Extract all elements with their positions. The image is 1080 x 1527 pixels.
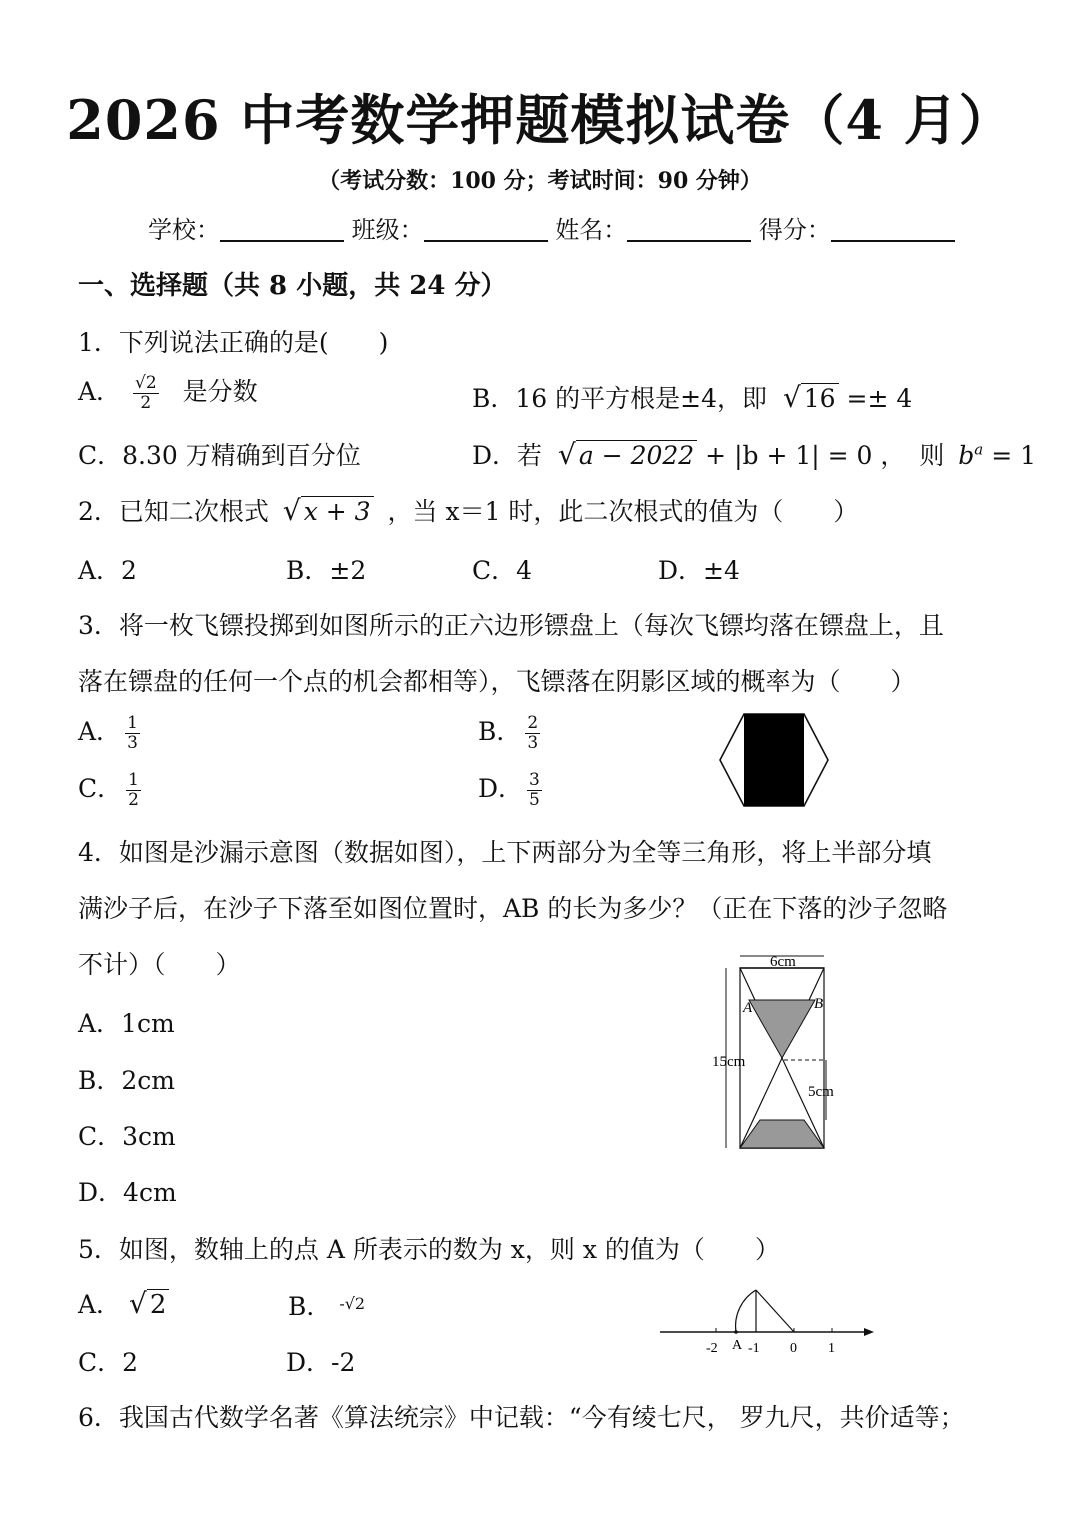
- shaded-rectangle: [744, 714, 804, 806]
- q1-option-c: C．8.30 万精确到百分位: [78, 441, 361, 470]
- q4-option-b: B．2cm: [78, 1066, 175, 1095]
- field-score-label: 得分：: [758, 216, 831, 244]
- q3-option-d: [478, 769, 546, 810]
- q2-option-b: B．±2: [286, 556, 367, 585]
- lower-sand: [740, 1120, 824, 1148]
- q4-option-d: D．4cm: [78, 1178, 177, 1207]
- label-5cm: 5cm: [808, 1084, 834, 1100]
- field-class-blank[interactable]: [424, 218, 548, 242]
- field-name-label: 姓名：: [555, 216, 628, 244]
- q6-line1: 6．我国古代数学名著《算法统宗》中记载：“今有绫七尺， 罗九尺，共价适等；: [78, 1403, 965, 1432]
- q3-b-fraction: [525, 714, 540, 753]
- label-zero: 0: [790, 1341, 797, 1356]
- label-minus-2: -2: [706, 1341, 718, 1356]
- number-line-figure: [656, 1282, 880, 1362]
- field-school-label: 学校：: [148, 216, 220, 244]
- q5-stem: 5．如图，数轴上的点 A 所表示的数为 x，则 x 的值为（ ）: [78, 1235, 780, 1264]
- q2-option-a: A．2: [78, 556, 137, 585]
- label-15cm: 15cm: [712, 1054, 746, 1070]
- q3-d-label: D．: [478, 774, 524, 803]
- label-6cm: 6cm: [770, 954, 796, 970]
- q5-b-label: B．: [288, 1292, 332, 1321]
- label-one: 1: [828, 1341, 835, 1356]
- label-point-a: A: [743, 1000, 753, 1016]
- field-name-blank[interactable]: [627, 218, 751, 242]
- q1-a-fraction: [133, 374, 159, 413]
- q1-a-denominator: 2: [140, 393, 152, 413]
- q5-option-c: C．2: [78, 1348, 139, 1377]
- q4-option-c: C．3cm: [78, 1122, 176, 1151]
- q3-a-label: A．: [78, 717, 122, 746]
- q3-b-num: 2: [527, 713, 539, 733]
- section-heading: 一、选择题（共 8 小题，共 24 分）: [78, 271, 507, 301]
- q5-option-a: A． √ 2: [78, 1285, 169, 1321]
- q2-stem-a: 2．已知二次根式: [78, 497, 269, 526]
- label-minus-1: -1: [748, 1341, 760, 1356]
- hourglass-figure: [712, 948, 852, 1158]
- q3-c-fraction: [126, 771, 141, 810]
- q2-radicand: x + 3: [301, 496, 374, 526]
- q1-d-base: b: [958, 441, 975, 470]
- q1-d-then: 则: [919, 441, 945, 470]
- q3-line2: 落在镖盘的任何一个点的机会都相等），飞镖落在阴影区域的概率为（ ）: [78, 667, 916, 696]
- q3-c-label: C．: [78, 774, 123, 803]
- q5-b-value: -√2: [339, 1294, 366, 1313]
- q2-stem-b: ，当 x＝1 时，此二次根式的值为（ ）: [387, 497, 859, 526]
- q4-line3: 不计）（ ）: [78, 950, 241, 979]
- q1-d-radicand: a − 2022: [576, 440, 697, 470]
- q4-line1: 4．如图是沙漏示意图（数据如图），上下两部分为全等三角形，将上半部分填: [78, 838, 932, 867]
- label-point-b: B: [814, 996, 824, 1012]
- q3-c-num: 1: [128, 770, 139, 790]
- q5-option-d: D．-2: [286, 1348, 356, 1377]
- q1-d-mid: + |b + 1| = 0 ，: [705, 441, 906, 470]
- q2-option-d: D．±4: [658, 556, 740, 585]
- hexagon-dartboard-figure: [716, 712, 832, 808]
- q3-option-c: [78, 769, 145, 810]
- q3-d-num: 3: [529, 770, 540, 790]
- point-a-dot: [734, 1330, 738, 1334]
- q3-option-b: [478, 712, 544, 753]
- q3-a-fraction: [125, 714, 140, 753]
- upper-sand: [749, 1000, 815, 1058]
- q1-stem: 1．下列说法正确的是( ): [78, 328, 389, 357]
- axis-arrow-icon: [864, 1328, 874, 1336]
- q3-b-label: B．: [478, 717, 522, 746]
- q1-b-text: B．16 的平方根是±4，即: [472, 384, 767, 413]
- q1-d-tail: = 1: [991, 441, 1037, 470]
- q1-d-prefix: D．若: [472, 441, 543, 470]
- q5-option-b: [288, 1287, 365, 1323]
- label-a: A: [732, 1338, 743, 1353]
- arc: [736, 1290, 756, 1332]
- q3-a-num: 1: [127, 713, 138, 733]
- q1-b-radicand: 16: [801, 383, 839, 413]
- exam-info: （考试分数：100 分；考试时间：90 分钟）: [318, 168, 762, 194]
- field-score-blank[interactable]: [831, 218, 955, 242]
- q3-d-den: 5: [529, 790, 540, 810]
- q1-b-tail: =± 4: [846, 384, 913, 413]
- q4-line2: 满沙子后，在沙子下落至如图位置时，AB 的长为多少？（正在下落的沙子忽略: [78, 894, 948, 923]
- field-school-blank[interactable]: [220, 218, 344, 242]
- q1-option-d: D．若 √ a − 2022 + |b + 1| = 0 ， 则 $b^a = 1$: [472, 438, 1037, 471]
- q1-a-text: 是分数: [182, 377, 258, 406]
- q3-line1: 3．将一枚飞镖投掷到如图所示的正六边形镖盘上（每次飞镖均落在镖盘上，且: [78, 611, 944, 640]
- page-title: 2026 中考数学押题模拟试卷（4 月）: [66, 88, 1014, 152]
- q1-d-exponent: a: [974, 440, 984, 459]
- q4-option-a: A．1cm: [78, 1009, 175, 1038]
- q2-stem: 2．已知二次根式 √ x + 3 ，当 x＝1 时，此二次根式的值为（ ）: [78, 494, 859, 527]
- field-class-label: 班级：: [351, 216, 424, 244]
- q3-option-a: [78, 712, 144, 753]
- q1-a-label: A．: [78, 377, 122, 406]
- q3-a-den: 3: [127, 733, 138, 753]
- info-row: [148, 210, 955, 245]
- q3-c-den: 2: [128, 790, 139, 810]
- q3-d-fraction: [527, 771, 542, 810]
- q5-a-label: A．: [78, 1290, 122, 1319]
- q3-b-den: 3: [527, 733, 539, 753]
- q2-option-c: C．4: [472, 556, 533, 585]
- hypotenuse: [756, 1290, 794, 1332]
- q1-option-b: B．16 的平方根是±4，即 √ 16 =± 4: [472, 381, 913, 414]
- q1-option-a: [78, 372, 258, 413]
- q5-a-radicand: 2: [147, 1289, 170, 1320]
- q1-a-numerator: √2: [135, 373, 157, 393]
